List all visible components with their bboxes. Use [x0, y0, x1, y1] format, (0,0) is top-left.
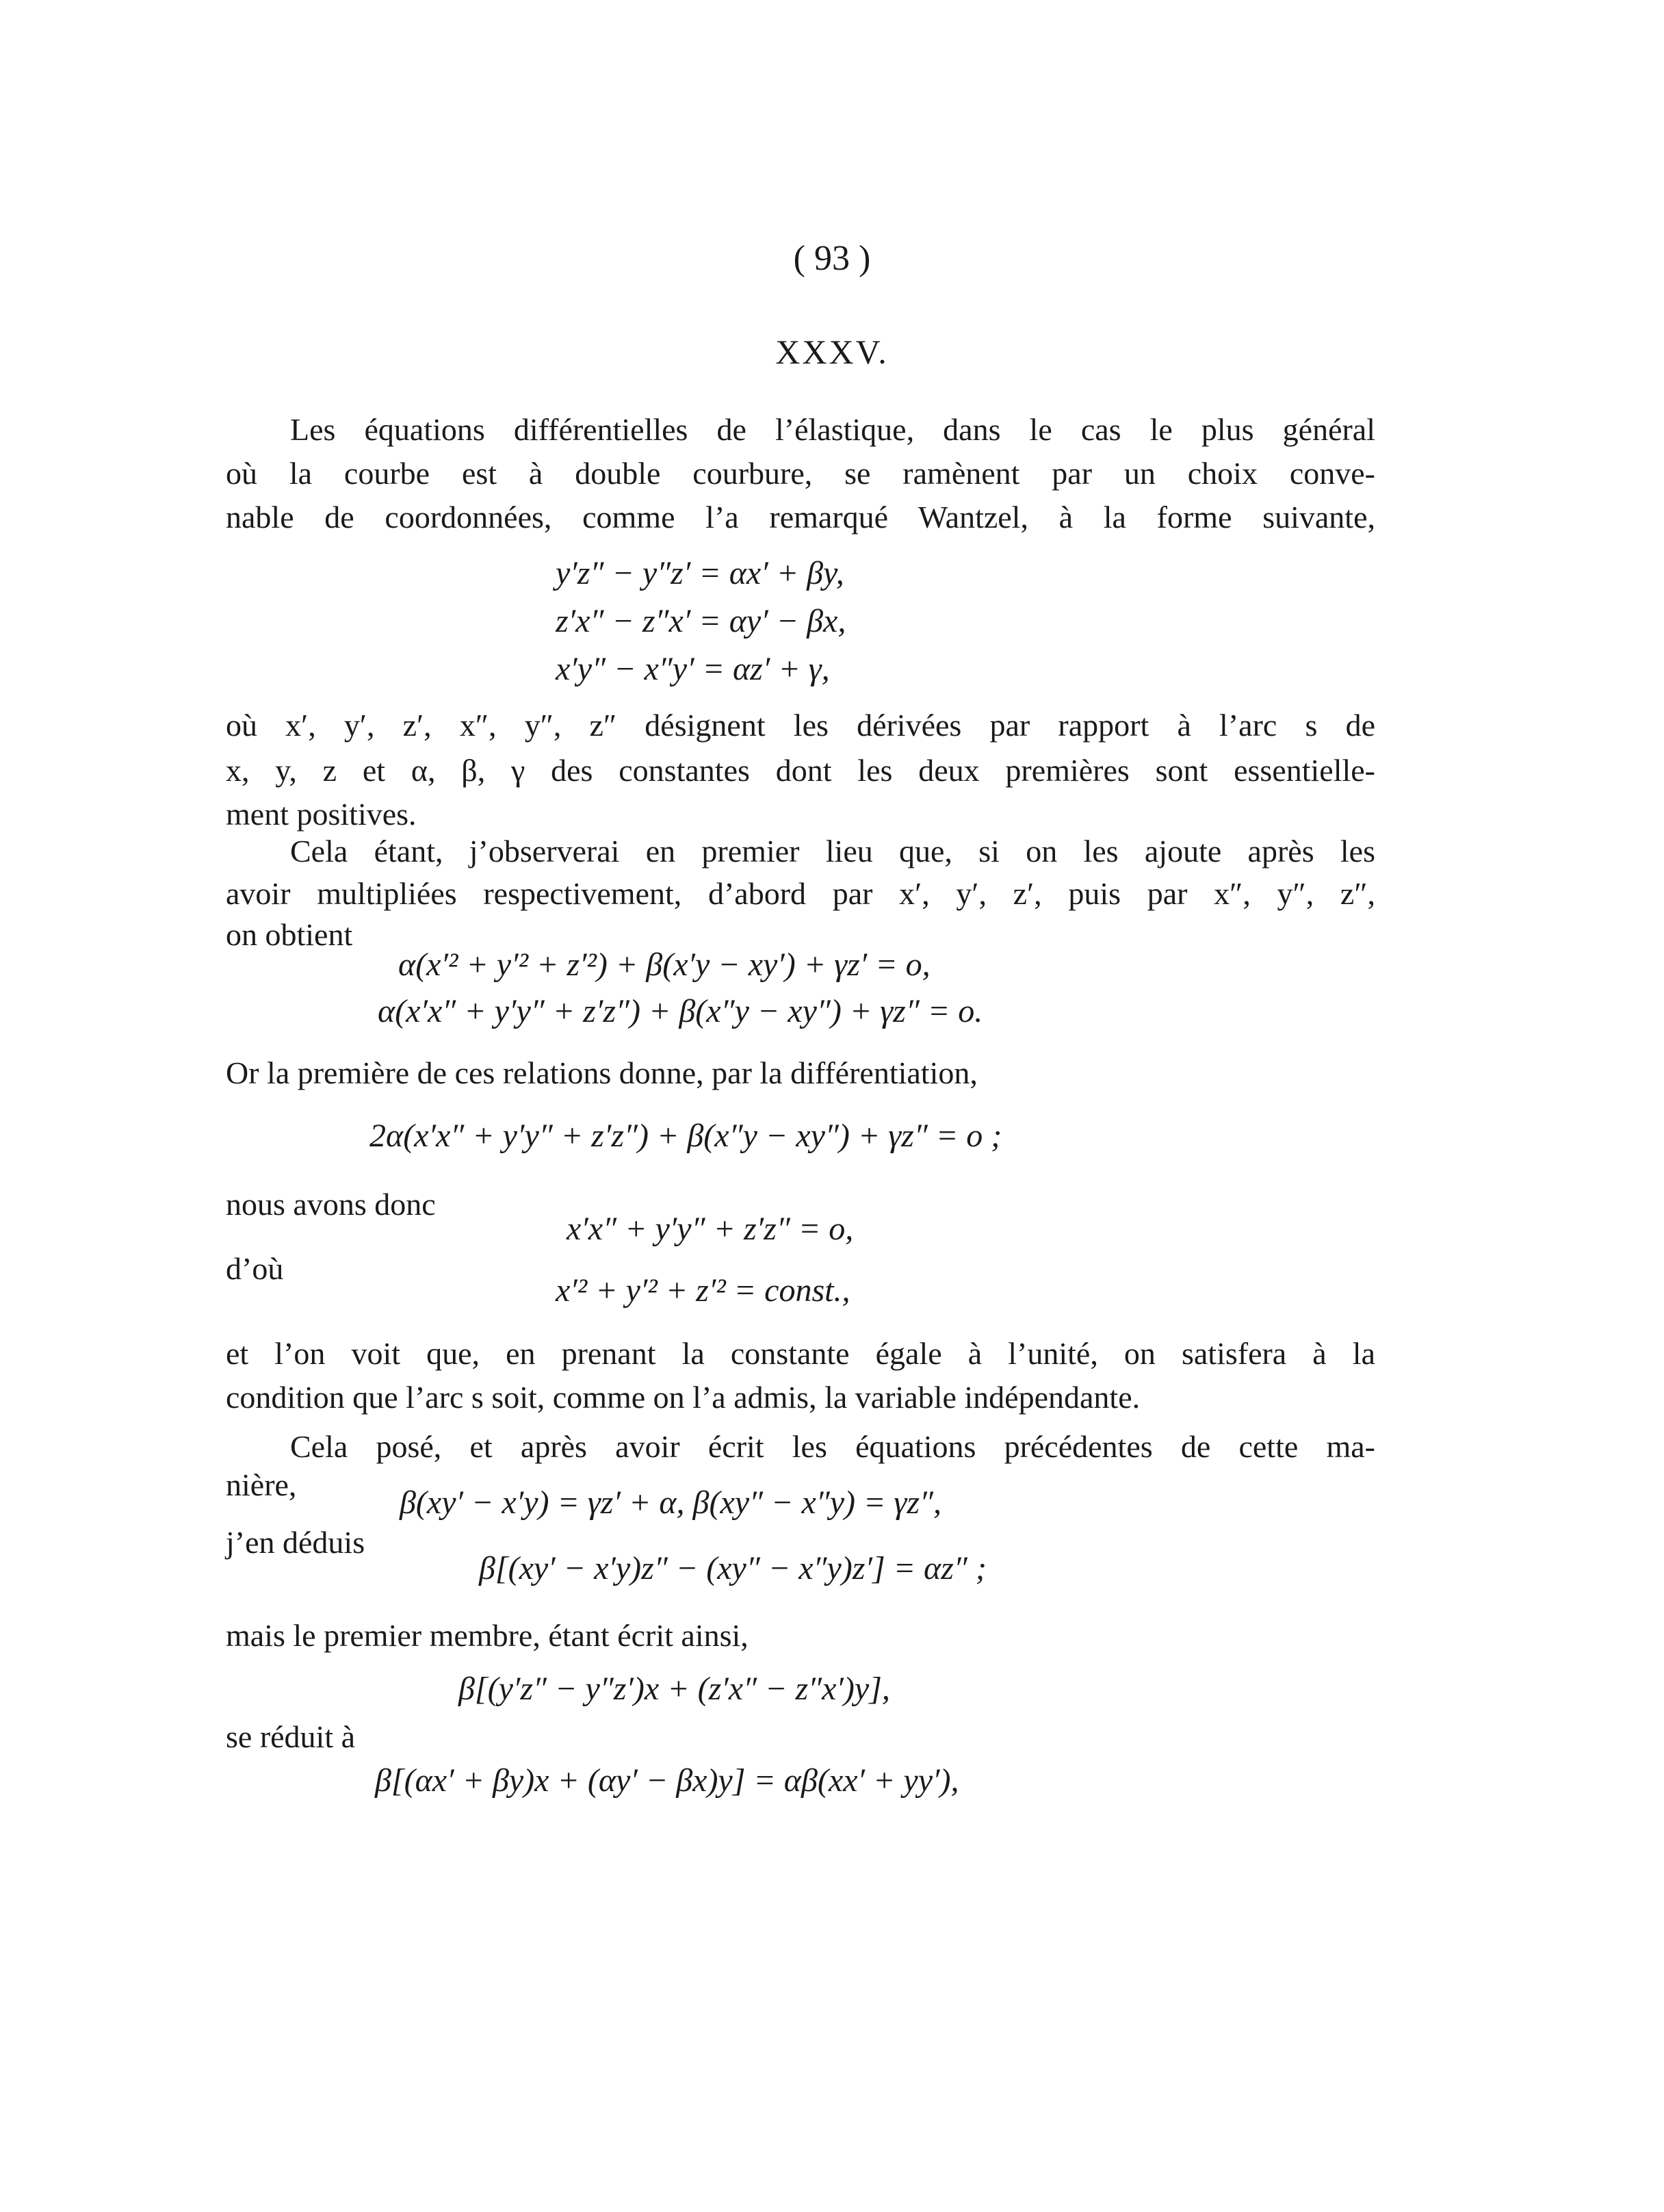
equation: x′² + y′² + z′² = const.,: [556, 1272, 850, 1309]
paragraph-line: d’où: [226, 1251, 284, 1286]
equation: x′x″ + y′y″ + z′z″ = o,: [567, 1211, 854, 1247]
paragraph-line: Or la première de ces relations donne, par la différentiation,: [226, 1055, 978, 1090]
section-heading: XXXV.: [775, 333, 889, 371]
equation: x′y″ − x″y′ = αz′ + γ,: [556, 651, 830, 687]
equation: β[(xy′ − x′y)z″ − (xy″ − x″y)z′] = αz″ ;: [479, 1550, 987, 1586]
equation: 2α(x′x″ + y′y″ + z′z″) + β(x″y − xy″) + γz″ = o ;: [369, 1118, 1002, 1154]
paragraph-line: Cela posé, et après avoir écrit les équations précédentes de cette ma-: [290, 1429, 1375, 1464]
paragraph-line: où la courbe est à double courbure, se ramènent par un choix conve-: [226, 456, 1375, 491]
paragraph-line: mais le premier membre, étant écrit ainsi,: [226, 1618, 749, 1653]
equation: z′x″ − z″x′ = αy′ − βx,: [556, 603, 846, 639]
paragraph-line: nous avons donc: [226, 1187, 436, 1222]
equation: β[(αx′ + βy)x + (αy′ − βx)y] = αβ(xx′ + yy′),: [375, 1762, 959, 1799]
paragraph-line: et l’on voit que, en prenant la constante égale à l’unité, on satisfera à la: [226, 1336, 1375, 1371]
page-number: ( 93 ): [793, 239, 871, 278]
paragraph-line: se réduit à: [226, 1719, 356, 1754]
equation: α(x′x″ + y′y″ + z′z″) + β(x″y − xy″) + γz″ = o.: [378, 993, 983, 1029]
equation: β(xy′ − x′y) = γz′ + α, β(xy″ − x″y) = γz″,: [400, 1484, 941, 1521]
paragraph-line: avoir multipliées respectivement, d’abord par x′, y′, z′, puis par x″, y″, z″,: [226, 876, 1375, 911]
paragraph-line: nière,: [226, 1467, 297, 1502]
paragraph-line: Cela étant, j’observerai en premier lieu que, si on les ajoute après les: [290, 834, 1375, 869]
paragraph-line: Les équations différentielles de l’élastique, dans le cas le plus général: [290, 412, 1375, 447]
paragraph-line: nable de coordonnées, comme l’a remarqué Wantzel, à la forme suivante,: [226, 500, 1375, 535]
paragraph-line: condition que l’arc s soit, comme on l’a admis, la variable indépendante.: [226, 1380, 1141, 1415]
equation: β[(y′z″ − y″z′)x + (z′x″ − z″x′)y],: [458, 1671, 890, 1707]
paragraph-line: on obtient: [226, 917, 353, 952]
paragraph-line: où x′, y′, z′, x″, y″, z″ désignent les dérivées par rapport à l’arc s de: [226, 708, 1375, 743]
equation: y′z″ − y″z′ = αx′ + βy,: [556, 555, 844, 591]
paragraph-line: x, y, z et α, β, γ des constantes dont les deux premières sont essentielle-: [226, 753, 1375, 788]
equation: α(x′² + y′² + z′²) + β(x′y − xy′) + γz′ = o,: [398, 947, 931, 983]
paragraph-line: j’en déduis: [226, 1525, 365, 1560]
paragraph-line: ment positives.: [226, 797, 417, 832]
